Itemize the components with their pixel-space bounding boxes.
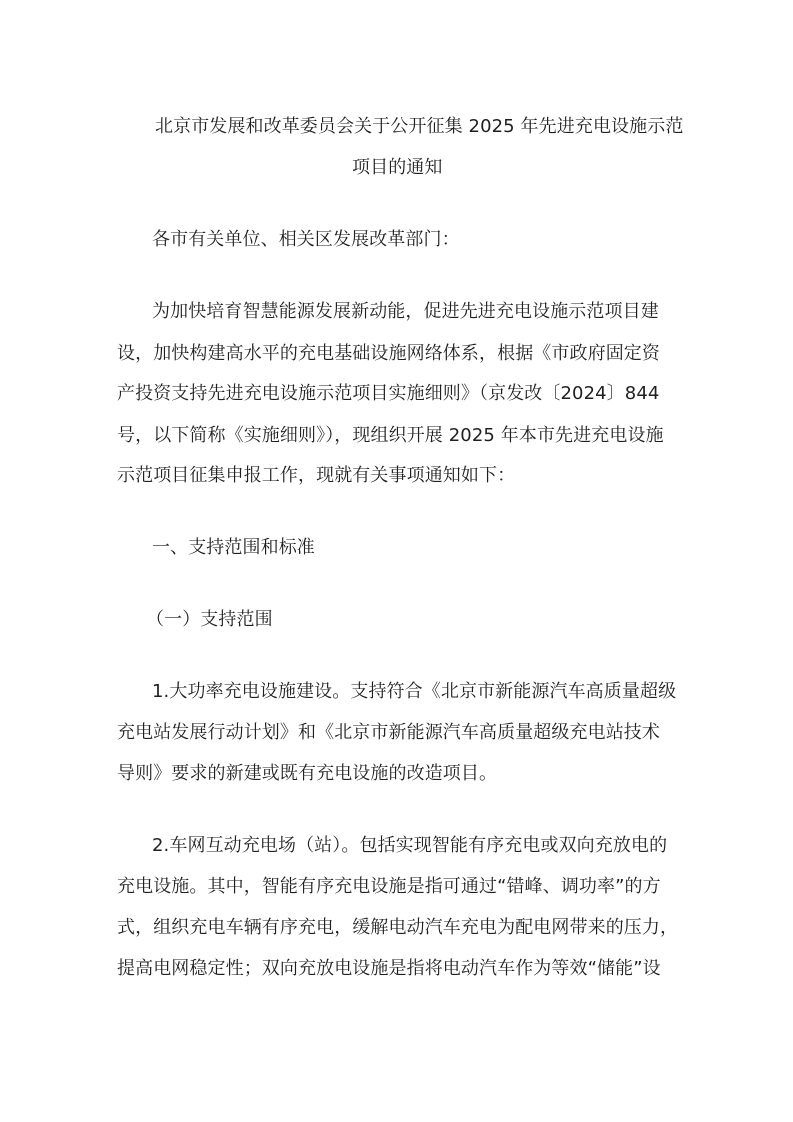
item-1-line: 1.大功率充电设施建设。支持符合《北京市新能源汽车高质量超级 [152, 681, 677, 702]
intro-paragraph-line: 产投资支持先进充电设施示范项目实施细则》（京发改〔2024〕844 [117, 383, 660, 404]
subsection-heading: （一）支持范围 [146, 609, 273, 630]
item-1-line: 导则》要求的新建或既有充电设施的改造项目。 [117, 763, 498, 784]
item-2-line: 充电设施。其中，智能有序充电设施是指可通过“错峰、调功率”的方 [117, 876, 661, 897]
intro-paragraph-line: 示范项目征集申报工作，现就有关事项通知如下： [117, 465, 516, 486]
salutation: 各市有关单位、相关区发展改革部门： [152, 229, 460, 250]
intro-paragraph-line: 为加快培育智慧能源发展新动能，促进先进充电设施示范项目建 [152, 301, 659, 322]
item-2-line: 式，组织充电车辆有序充电，缓解电动汽车充电为配电网带来的压力， [117, 917, 679, 938]
item-2-line: 提高电网稳定性；双向充放电设施是指将电动汽车作为等效“储能”设 [117, 958, 661, 979]
item-2-line: 2.车网互动充电场（站）。包括实现智能有序充电或双向充放电的 [152, 835, 668, 856]
intro-paragraph-line: 号，以下简称《实施细则》），现组织开展 2025 年本市先进充电设施 [117, 425, 664, 446]
document-title-line-1: 北京市发展和改革委员会关于公开征集 2025 年先进充电设施示范 [155, 116, 684, 137]
document-title-line-2: 项目的通知 [352, 157, 443, 178]
section-heading: 一、支持范围和标准 [152, 537, 315, 558]
intro-paragraph-line: 设，加快构建高水平的充电基础设施网络体系，根据《市政府固定资 [117, 343, 660, 364]
item-1-line: 充电站发展行动计划》和《北京市新能源汽车高质量超级充电站技术 [117, 722, 660, 743]
